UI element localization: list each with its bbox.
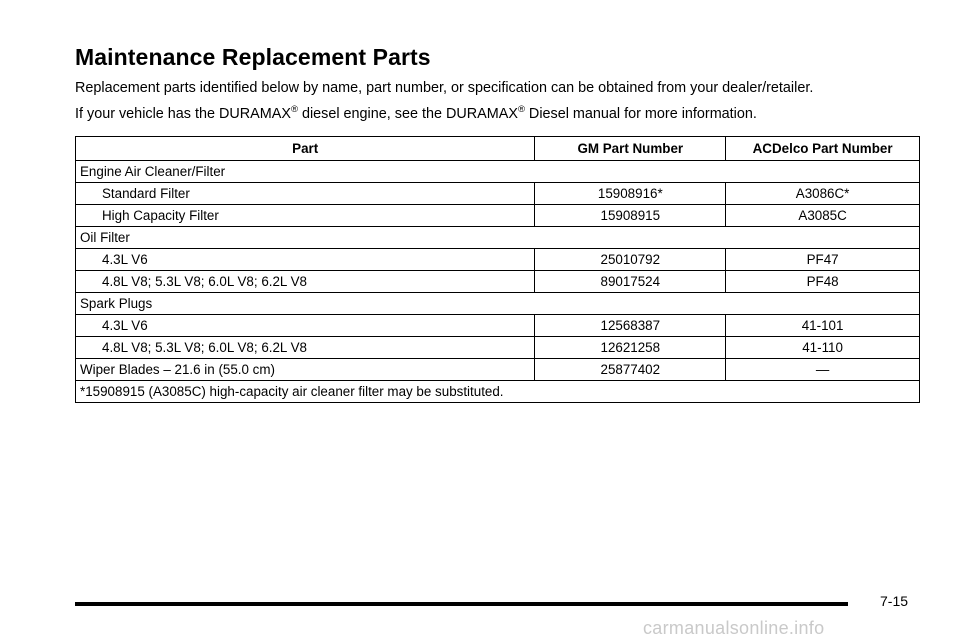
gm-part-number: 25877402 xyxy=(535,359,726,381)
registered-mark: ® xyxy=(517,104,525,115)
duramax-note-part-2: diesel engine, see the DURAMAX xyxy=(297,106,518,122)
table-row xyxy=(76,337,920,359)
table-row xyxy=(76,359,920,381)
part-name: Wiper Blades – 21.6 in (55.0 cm) xyxy=(76,359,535,381)
gm-part-number: 12568387 xyxy=(535,315,726,337)
registered-mark: ® xyxy=(290,104,298,115)
table-row xyxy=(76,249,920,271)
part-name: High Capacity Filter xyxy=(76,205,535,227)
group-label: Spark Plugs xyxy=(76,293,920,315)
part-name: 4.3L V6 xyxy=(76,315,535,337)
duramax-note-part-1: If your vehicle has the DURAMAX xyxy=(75,106,291,122)
table-footnote: *15908915 (A3085C) high-capacity air cleaner filter may be substituted. xyxy=(76,381,920,403)
acdelco-part-number: A3086C* xyxy=(726,183,920,205)
table-row xyxy=(76,271,920,293)
gm-part-number: 89017524 xyxy=(535,271,726,293)
watermark: carmanualsonline.info xyxy=(643,618,825,638)
duramax-note xyxy=(75,106,757,122)
part-name: 4.8L V8; 5.3L V8; 6.0L V8; 6.2L V8 xyxy=(76,271,535,293)
part-name: Standard Filter xyxy=(76,183,535,205)
part-name: 4.3L V6 xyxy=(76,249,535,271)
gm-part-number: 12621258 xyxy=(535,337,726,359)
header-acdelco-part-number: ACDelco Part Number xyxy=(726,137,920,161)
acdelco-part-number: PF47 xyxy=(726,249,920,271)
acdelco-part-number: 41-110 xyxy=(726,337,920,359)
acdelco-part-number: — xyxy=(726,359,920,381)
acdelco-part-number: PF48 xyxy=(726,271,920,293)
group-label: Oil Filter xyxy=(76,227,920,249)
table-group-row xyxy=(76,227,920,249)
table-row xyxy=(76,205,920,227)
acdelco-part-number: A3085C xyxy=(726,205,920,227)
table-header-row xyxy=(76,137,920,161)
header-gm-part-number: GM Part Number xyxy=(535,137,726,161)
header-part: Part xyxy=(76,137,535,161)
duramax-note-part-3: Diesel manual for more information. xyxy=(524,106,757,122)
group-label: Engine Air Cleaner/Filter xyxy=(76,161,920,183)
page-number: 7-15 xyxy=(880,593,909,609)
table-footnote-row xyxy=(76,381,920,403)
table-row xyxy=(76,315,920,337)
acdelco-part-number: 41-101 xyxy=(726,315,920,337)
gm-part-number: 25010792 xyxy=(535,249,726,271)
footer-rule xyxy=(75,602,848,606)
page-title: Maintenance Replacement Parts xyxy=(75,44,431,70)
table-row xyxy=(76,183,920,205)
gm-part-number: 15908915 xyxy=(535,205,726,227)
table-group-row xyxy=(76,293,920,315)
parts-table xyxy=(75,136,920,403)
table-group-row xyxy=(76,161,920,183)
intro-paragraph: Replacement parts identified below by name, part number, or specification can be obtained from your dealer/retailer. xyxy=(75,80,814,96)
gm-part-number: 15908916* xyxy=(535,183,726,205)
part-name: 4.8L V8; 5.3L V8; 6.0L V8; 6.2L V8 xyxy=(76,337,535,359)
